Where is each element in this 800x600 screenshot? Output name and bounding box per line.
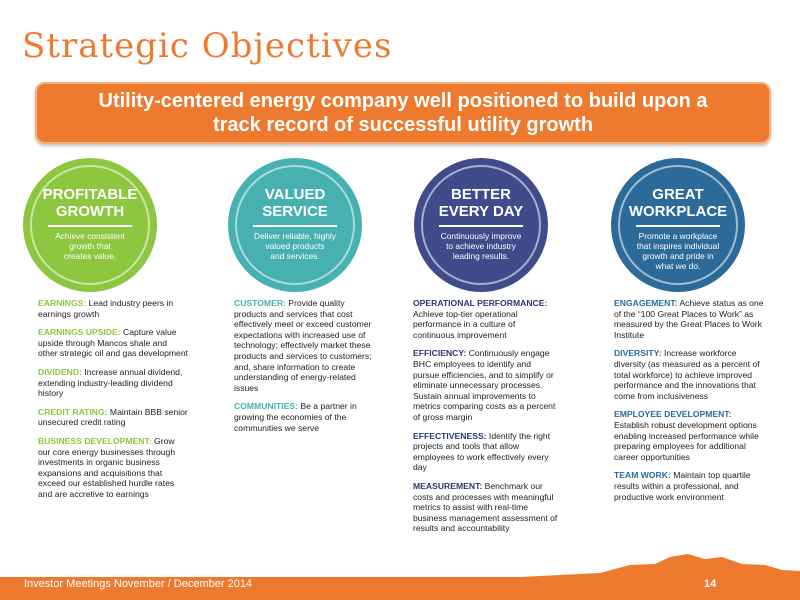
objective-text: Be a partner in growing the economies of the communities we serve (234, 401, 357, 433)
objective-label: EMPLOYEE DEVELOPMENT: (614, 409, 732, 420)
objective-text: Identify the right projects and tools that allow employees to work effectively every day (413, 430, 551, 473)
objective-text: Benchmark our costs and processes with meaningful metrics to assist with real-time business management assessment of results and accountability (413, 480, 558, 534)
better-every-day-column (413, 298, 559, 542)
badge-subtext: Deliver reliable, highly valued products and services. (254, 231, 336, 261)
page-number: 14 (704, 578, 717, 590)
badge-heading: BETTER EVERY DAY (438, 186, 524, 220)
objective-label: MEASUREMENT: (413, 480, 483, 491)
better-every-day-badge (414, 158, 548, 292)
objective-item (38, 298, 188, 319)
badge-divider (48, 225, 132, 227)
great-workplace-column (614, 298, 766, 510)
footer-text: Investor Meetings November / December 2014 (24, 578, 253, 590)
badge-heading: PROFITABLE GROWTH (42, 186, 138, 220)
objective-label: EARNINGS UPSIDE: (38, 327, 121, 338)
objective-label: OPERATIONAL PERFORMANCE: (413, 298, 548, 308)
objective-label: EARNINGS: (38, 298, 87, 308)
objective-text: Achieve status as one of the “100 Great Places to Work” as measured by the Great Places to Work Institute (614, 298, 764, 340)
objective-text: Grow our core energy businesses through investments in organic business expansions and acquisitions that exceed our established hurdle rates and are accretive to earnings (38, 435, 176, 499)
objective-item (614, 298, 766, 340)
objective-text: Increase workforce diversity (as measured as a percent of total workforce) to achieve improved performance and the innovations that come from inclusiveness (614, 348, 760, 401)
great-workplace-badge (611, 158, 745, 292)
valued-service-badge (228, 158, 362, 292)
objective-item (38, 407, 188, 428)
valued-service-column (234, 298, 374, 441)
objective-item (413, 298, 559, 340)
objective-text: Continuously engage BHC employees to identify and pursue efficiencies, and to simplify or eliminate unnecessary processes. Sustain annual improvements to metrics comparing costs as a percent of gross margin (413, 348, 556, 422)
page-title: Strategic Objectives (22, 26, 393, 66)
objective-label: EFFECTIVENESS: (413, 430, 487, 441)
badge-heading: VALUED SERVICE (262, 186, 328, 220)
banner-text: Utility-centered energy company well positioned to build upon a track record of successful utility growth (98, 90, 708, 136)
objective-text: Lead industry peers in earnings growth (38, 298, 174, 319)
objective-text: Capture value upside through Mancos shale and other strategic oil and gas development (38, 327, 189, 359)
objective-text: Provide quality products and services that cost effectively meet or exceed customer expectations with increased use of technology; effectively market these products and services to customers; and, share information to create understanding of energy-related issues (234, 298, 372, 393)
badge-heading: GREAT WORKPLACE (628, 186, 728, 220)
objective-label: DIVIDEND: (38, 366, 82, 377)
objective-item (413, 348, 559, 422)
objective-item (413, 431, 559, 473)
objective-label: CUSTOMER: (234, 298, 286, 308)
badge-divider (636, 225, 720, 227)
objective-label: DIVERSITY: (614, 348, 662, 359)
objective-text: Maintain BBB senior unsecured credit rating (38, 406, 188, 428)
badge-subtext: Continuously improve to achieve industry leading results. (440, 231, 522, 261)
objective-label: BUSINESS DEVELOPMENT: (38, 435, 152, 446)
objective-item (614, 348, 766, 401)
objective-label: TEAM WORK: (614, 470, 671, 481)
objective-text: Increase annual dividend, extending industry-leading dividend history (38, 366, 183, 399)
objective-text: Maintain top quartile results within a professional, and productive work environment (614, 470, 751, 502)
objective-label: CREDIT RATING: (38, 406, 108, 417)
mountain-footer-graphic (0, 540, 800, 600)
badge-subtext: Achieve consistent growth that creates value. (55, 231, 125, 261)
objective-item (614, 470, 766, 502)
objective-label: ENGAGEMENT: (614, 298, 678, 308)
badge-divider (439, 225, 523, 227)
mountain-silhouette (0, 554, 800, 600)
objective-item (614, 409, 766, 462)
objective-item (38, 436, 188, 500)
badge-divider (253, 225, 337, 227)
objective-item (38, 327, 188, 359)
objective-text: Achieve top-tier operational performance in a culture of continuous improvement (413, 308, 518, 340)
objective-item (38, 367, 188, 399)
objective-label: COMMUNITIES: (234, 401, 298, 412)
profitable-growth-badge (23, 158, 157, 292)
profitable-growth-column (38, 298, 188, 508)
objective-item (413, 481, 559, 534)
objective-item (234, 401, 374, 433)
summary-banner (35, 82, 771, 144)
objective-item (234, 298, 374, 393)
objective-text: Establish robust development options enabling increased performance while preparing employees for additional career opportunities (614, 419, 759, 462)
badge-subtext: Promote a workplace that inspires individual growth and pride in what we do. (636, 231, 720, 271)
objective-label: EFFICIENCY: (413, 348, 467, 359)
